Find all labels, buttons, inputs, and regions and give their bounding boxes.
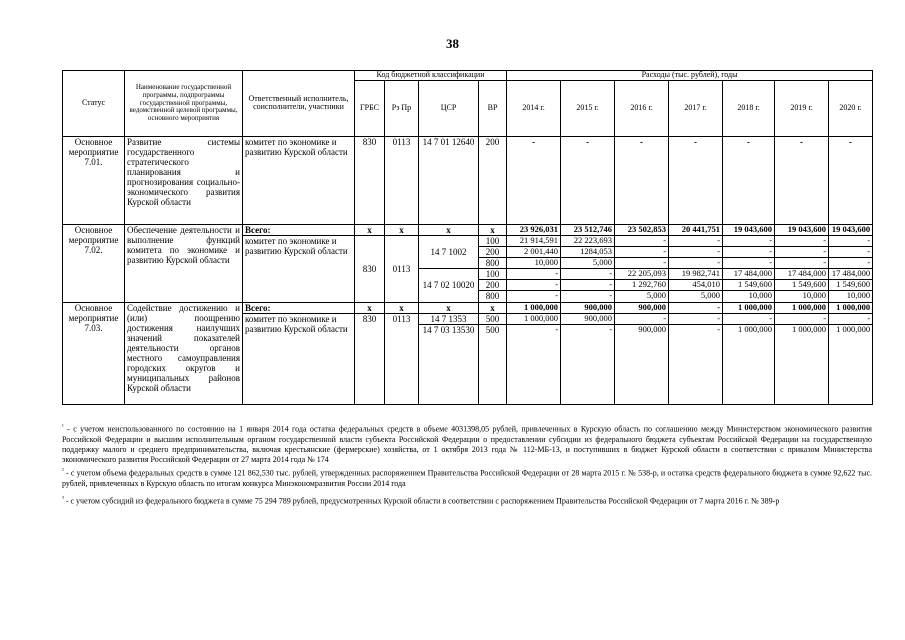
value-cell: - <box>615 136 669 224</box>
csr-cell: 14 7 01 12640 <box>419 136 479 224</box>
header-expenses: Расходы (тыс. рублей), годы <box>507 71 873 81</box>
value-cell: - <box>829 236 873 247</box>
csr-cell: 14 7 02 10020 <box>419 269 479 302</box>
value-cell: 17 484,000 <box>775 269 829 280</box>
total-value-cell: 900,000 <box>615 302 669 313</box>
value-cell: 17 484,000 <box>829 269 873 280</box>
value-cell: 900,000 <box>615 324 669 404</box>
total-value-cell: 23 502,853 <box>615 224 669 235</box>
value-cell: 1 292,760 <box>615 280 669 291</box>
table-row <box>63 224 873 235</box>
rzpr-cell: 0113 <box>385 136 419 224</box>
header-year: 2018 г. <box>723 80 775 136</box>
vr-cell: 800 <box>479 291 507 302</box>
value-cell: - <box>775 136 829 224</box>
total-label: Всего: <box>243 302 355 313</box>
header-year: 2015 г. <box>561 80 615 136</box>
executor-cell: комитет по экономике и развитию Курской области <box>243 136 355 224</box>
grbs-cell: 830 <box>355 236 385 302</box>
value-cell: - <box>669 236 723 247</box>
total-value-cell: 900,000 <box>561 302 615 313</box>
vr-cell: 200 <box>479 280 507 291</box>
value-cell: - <box>669 313 723 324</box>
value-cell: 21 914,591 <box>507 236 561 247</box>
value-cell: - <box>775 236 829 247</box>
vr-cell: 200 <box>479 136 507 224</box>
value-cell: 1 000,000 <box>507 313 561 324</box>
footnote-mark: ³ <box>62 496 64 502</box>
value-cell: 900,000 <box>561 313 615 324</box>
footnote-3 <box>62 496 872 507</box>
total-value-cell: - <box>669 302 723 313</box>
value-cell: - <box>561 280 615 291</box>
executor-cell: комитет по экономике и развитию Курской области <box>243 236 355 302</box>
value-cell: - <box>829 136 873 224</box>
total-value-cell: 1 000,000 <box>507 302 561 313</box>
value-cell: - <box>829 258 873 269</box>
value-cell: - <box>775 313 829 324</box>
value-cell: - <box>669 324 723 404</box>
header-year: 2016 г. <box>615 80 669 136</box>
header-rzpr: Рз Пр <box>385 80 419 136</box>
value-cell: - <box>507 280 561 291</box>
rzpr-cell: 0113 <box>385 313 419 404</box>
total-value-cell: 23 926,031 <box>507 224 561 235</box>
x-cell: x <box>419 302 479 313</box>
value-cell: - <box>775 258 829 269</box>
x-cell: x <box>385 224 419 235</box>
header-name: Наименование государственной программы, подпрограммы государственной программы, ведомственной целевой программы, основного мероприятия <box>125 71 243 137</box>
footnote-1 <box>62 424 872 466</box>
total-value-cell: 19 043,600 <box>829 224 873 235</box>
budget-table <box>62 70 873 405</box>
footnote-text: - с учетом объема федеральных средств в сумме 121 862,530 тыс. рублей, утвержденных распоряжением Правительства Российской Федерации от 28 марта 2015 г. № 538-р, и остатка средств федерального бюджета в сумме 92,622 тыс. рублей, привлеченных в Курскую область по итогам конкурса Минэкономразвития России 2014 года <box>62 468 873 488</box>
value-cell: 10,000 <box>829 291 873 302</box>
value-cell: - <box>723 136 775 224</box>
header-budget-code: Код бюджетной классификации <box>355 71 507 81</box>
value-cell: 22 205,093 <box>615 269 669 280</box>
value-cell: - <box>723 258 775 269</box>
total-value-cell: 1 000,000 <box>829 302 873 313</box>
value-cell: - <box>723 313 775 324</box>
vr-cell: 200 <box>479 247 507 258</box>
footnote-mark: ¹ <box>62 424 64 430</box>
status-cell: Основное мероприятие 7.03. <box>63 302 125 404</box>
value-cell: 19 982,741 <box>669 269 723 280</box>
total-value-cell: 19 043,600 <box>775 224 829 235</box>
vr-cell: 100 <box>479 236 507 247</box>
value-cell: 454,010 <box>669 280 723 291</box>
value-cell: 10,000 <box>507 258 561 269</box>
footnote-text: - с учетом субсидий из федерального бюджета в сумме 75 294 789 рублей, предусмотренных Курской области в соответствии с распоряжением Правительства Российской Федерации от 7 марта 2016 г. № 389-р <box>65 496 780 506</box>
status-cell: Основное мероприятие 7.02. <box>63 224 125 302</box>
vr-cell: 500 <box>479 324 507 404</box>
total-value-cell: 20 441,751 <box>669 224 723 235</box>
value-cell: - <box>615 236 669 247</box>
value-cell: 22 223,693 <box>561 236 615 247</box>
header-row-1 <box>63 71 873 81</box>
value-cell: - <box>669 136 723 224</box>
value-cell: 1 549,600 <box>775 280 829 291</box>
footnote-text: - с учетом неиспользованного по состоянию на 1 января 2014 года остатка федеральных средств в объеме 4031398,05 рублей, привлеченных в Курскую область по соглашению между Министерством экономического развития Российской Федерации и высшим исполнительным органом государственной власти субъекта Российской Федерации о предоставлении субсидии из федерального бюджета субъектам Российской Федерации на государственную поддержку малого и среднего предпринимательства, включая крестьянские (фермерские) хозяйства, от 1 октября 2013 года № 112-МБ-13, и поступивших в бюджет Курской области в соответствии с приказом Министерства экономического развития Российской Федерации от 27 марта 2014 года № 174 <box>62 424 872 465</box>
csr-cell: 14 7 1353 <box>419 313 479 324</box>
executor-cell: комитет по экономике и развитию Курской области <box>243 313 355 404</box>
total-value-cell: 23 512,746 <box>561 224 615 235</box>
csr-cell: 14 7 1002 <box>419 236 479 269</box>
csr-cell: 14 7 03 13530 <box>419 324 479 404</box>
rzpr-cell: 0113 <box>385 236 419 302</box>
value-cell: - <box>669 258 723 269</box>
header-year: 2020 г. <box>829 80 873 136</box>
value-cell: - <box>775 247 829 258</box>
value-cell: - <box>615 258 669 269</box>
header-year: 2019 г. <box>775 80 829 136</box>
x-cell: x <box>479 224 507 235</box>
value-cell: - <box>723 247 775 258</box>
x-cell: x <box>419 224 479 235</box>
x-cell: x <box>479 302 507 313</box>
value-cell: 10,000 <box>775 291 829 302</box>
value-cell: - <box>723 236 775 247</box>
value-cell: - <box>507 136 561 224</box>
value-cell: 1 549,600 <box>723 280 775 291</box>
table-row <box>63 302 873 313</box>
footnote-2 <box>62 468 872 489</box>
x-cell: x <box>355 224 385 235</box>
value-cell: 5,000 <box>615 291 669 302</box>
vr-cell: 500 <box>479 313 507 324</box>
value-cell: - <box>829 313 873 324</box>
name-cell: Содействие достижению и (или) поощрению достижения наилучших значений показателей деятельности органов местного самоуправления городских округов и муниципальных районов Курской области <box>125 302 243 404</box>
value-cell: - <box>507 324 561 404</box>
value-cell: 5,000 <box>669 291 723 302</box>
value-cell: - <box>507 269 561 280</box>
name-cell: Обеспечение деятельности и выполнение функций комитета по экономике и развитию Курской области <box>125 224 243 302</box>
total-value-cell: 1 000,000 <box>723 302 775 313</box>
value-cell: - <box>615 247 669 258</box>
header-csr: ЦСР <box>419 80 479 136</box>
vr-cell: 800 <box>479 258 507 269</box>
total-value-cell: 1 000,000 <box>775 302 829 313</box>
value-cell: - <box>829 247 873 258</box>
value-cell: - <box>507 291 561 302</box>
header-executor: Ответственный исполнитель, соисполнители, участники <box>243 71 355 137</box>
value-cell: - <box>561 269 615 280</box>
value-cell: 1 000,000 <box>829 324 873 404</box>
x-cell: x <box>385 302 419 313</box>
header-grbs: ГРБС <box>355 80 385 136</box>
total-value-cell: 19 043,600 <box>723 224 775 235</box>
x-cell: x <box>355 302 385 313</box>
value-cell: 10,000 <box>723 291 775 302</box>
value-cell: 1 000,000 <box>723 324 775 404</box>
header-year: 2017 г. <box>669 80 723 136</box>
value-cell: 5,000 <box>561 258 615 269</box>
vr-cell: 100 <box>479 269 507 280</box>
status-cell: Основное мероприятие 7.01. <box>63 136 125 224</box>
value-cell: 1284,053 <box>561 247 615 258</box>
page-number: 38 <box>446 36 459 51</box>
value-cell: 1 549,600 <box>829 280 873 291</box>
value-cell: - <box>561 324 615 404</box>
header-vr: ВР <box>479 80 507 136</box>
value-cell: - <box>561 291 615 302</box>
grbs-cell: 830 <box>355 136 385 224</box>
value-cell: - <box>561 136 615 224</box>
value-cell: 17 484,000 <box>723 269 775 280</box>
header-year: 2014 г. <box>507 80 561 136</box>
value-cell: 2 001,440 <box>507 247 561 258</box>
table-row <box>63 136 873 224</box>
value-cell: - <box>615 313 669 324</box>
value-cell: - <box>669 247 723 258</box>
footnote-mark: ² <box>62 468 64 474</box>
grbs-cell: 830 <box>355 313 385 404</box>
name-cell: Развитие системы государственного стратегического планирования и прогнозирования социально-экономического развития Курской области <box>125 136 243 224</box>
total-label: Всего: <box>243 224 355 235</box>
value-cell: 1 000,000 <box>775 324 829 404</box>
header-status: Статус <box>63 71 125 137</box>
